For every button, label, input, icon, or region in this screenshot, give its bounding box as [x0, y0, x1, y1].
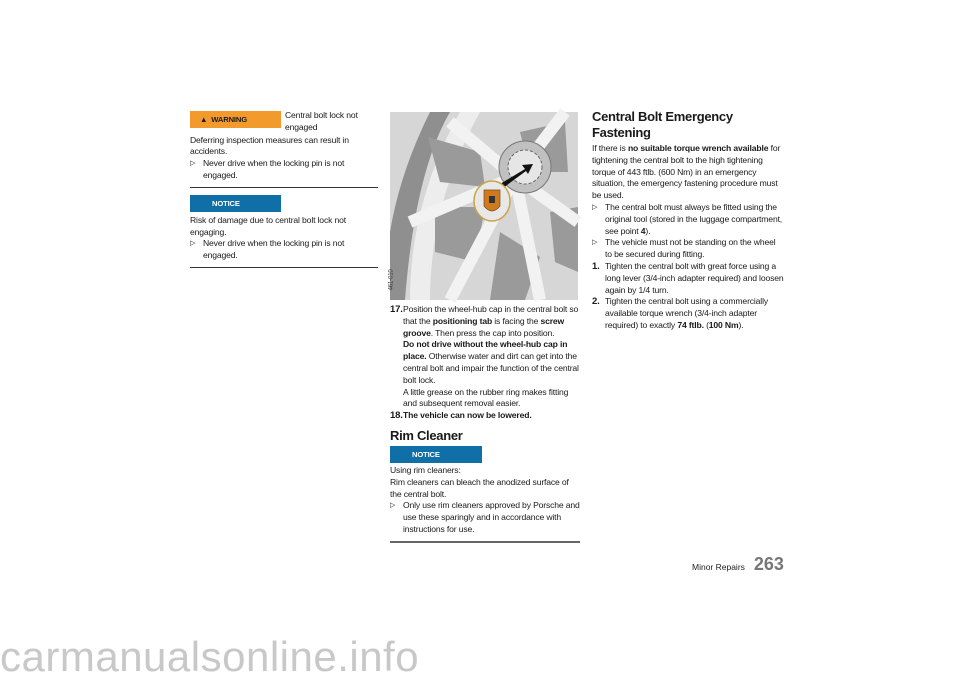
bullet-icon: ▷ [190, 160, 196, 168]
notice-text: Using rim cleaners: [390, 464, 461, 475]
column-1 [190, 110, 378, 268]
warning-triangle-icon: ▲ [200, 115, 208, 124]
wheel-illustration [390, 112, 578, 300]
step-17: 17. Position the wheel-hub cap in the central bolt so that the positioning tab is facing the screw groove. Then press the cap into position. Do not drive without the wheel-hub cap in place. Otherwise water and dirt can get into the central bolt and impair the function of the central bolt lock. A little grease on the rubber ring makes fitting and subsequent removal easier. [390, 304, 579, 409]
warning-header [190, 110, 378, 134]
notice-bullet: ▷ Only use rim cleaners approved by Porsche and use these sparingly and in accordance with instructions for use. [390, 500, 580, 534]
divider [390, 541, 580, 543]
step-1: 1. Tighten the central bolt with great force using a long lever (3/4-inch adapter required) and loosen again by 1/4 turn. [592, 260, 784, 295]
bullet-icon: ▷ [592, 239, 598, 247]
column-2 [390, 112, 580, 543]
bullet-1: ▷ The central bolt must always be fitted using the original tool (stored in the luggage compartment, see point 4). [592, 201, 783, 236]
divider [190, 267, 378, 268]
emergency-fastening-heading: Central Bolt Emergency Fastening [592, 109, 733, 140]
watermark: carmanualsonline.info [0, 633, 420, 680]
wheel-hub-cap-figure [390, 112, 578, 300]
figure-code: 461-010 [388, 269, 395, 291]
warning-label: ▲ WARNING [190, 111, 281, 128]
notice-label: NOTICE [190, 195, 281, 212]
notice-text: Risk of damage due to central bolt lock not engaging. [190, 214, 346, 237]
divider [190, 187, 378, 188]
step-18: 18. The vehicle can now be lowered. [390, 410, 532, 422]
section-name: Minor Repairs [692, 562, 745, 572]
step-2: 2. Tighten the central bolt using a commercially available torque wrench (3/4-inch adapter required) to exactly 74 ftlb. (100 Nm). [592, 296, 768, 330]
page-number: 263 [753, 554, 784, 574]
warning-bullet: ▷ Never drive when the locking pin is not engaged. [190, 158, 345, 180]
rim-cleaner-heading: Rim Cleaner [390, 427, 463, 443]
bullet-icon: ▷ [390, 502, 396, 510]
warning-text: Deferring inspection measures can result in accidents. [190, 134, 349, 157]
warning-title: Central bolt lock not engaged [285, 110, 358, 132]
notice-bullet: ▷ Never drive when the locking pin is not engaged. [190, 238, 345, 261]
bullet-icon: ▷ [190, 240, 196, 248]
column-3 [592, 109, 784, 332]
intro-text: If there is no suitable torque wrench available for tightening the central bolt to the high tightening torque of 443 ftlb. (600 Nm) in an emergency situation, the emergency fastening procedure must be used. [592, 143, 781, 201]
bullet-2: ▷ The vehicle must not be standing on the wheel to be secured during fitting. [592, 237, 776, 260]
bullet-icon: ▷ [592, 203, 598, 211]
notice-text: Rim cleaners can bleach the anodized surface of the central bolt. [390, 476, 569, 499]
page-footer [692, 554, 784, 575]
notice-label: NOTICE [390, 446, 482, 463]
